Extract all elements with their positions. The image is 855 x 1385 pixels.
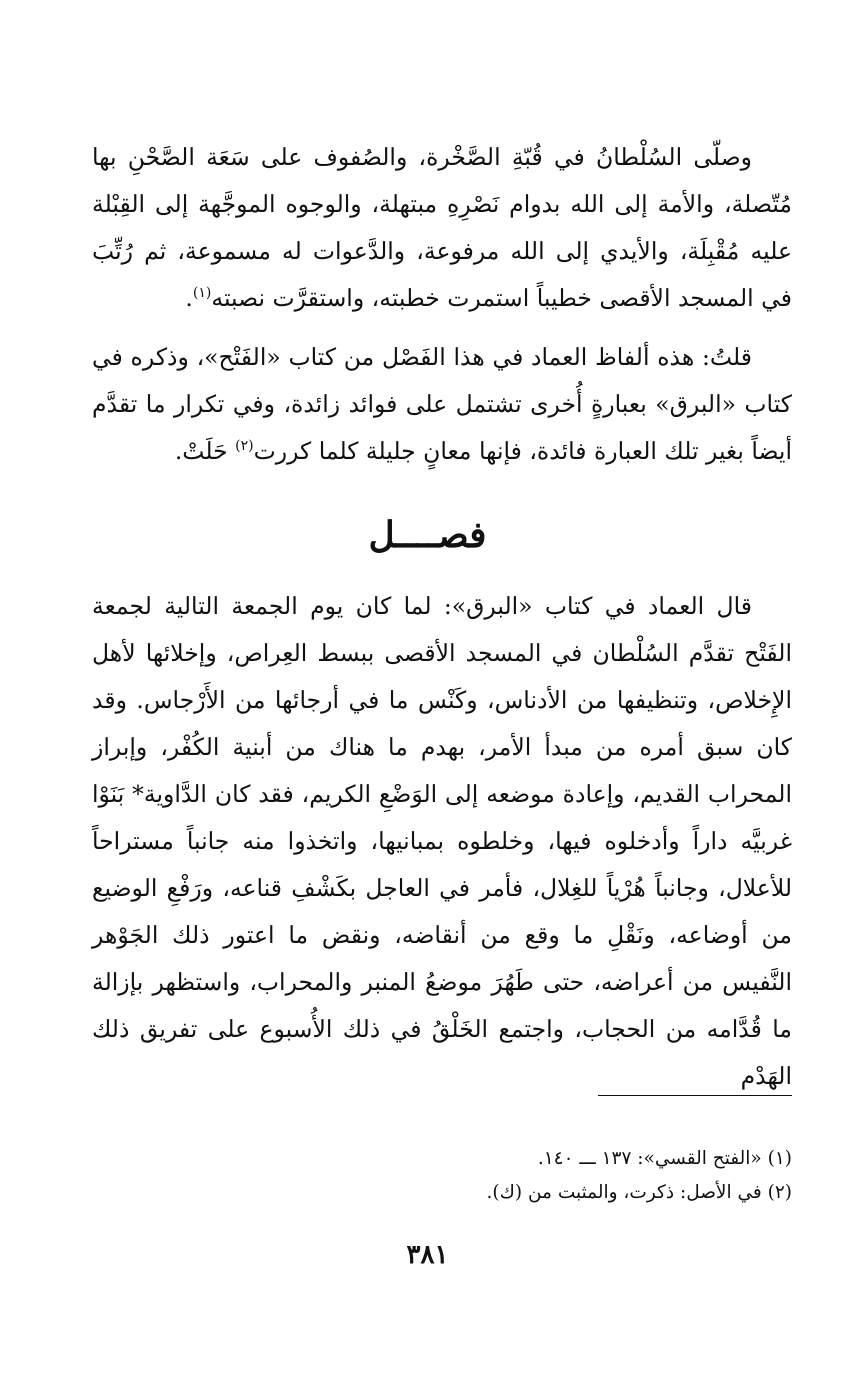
paragraph-2-text: قلتُ: هذه ألفاظ العماد في هذا الفَصْل من كتاب «الفَتْح»، وذكره في كتاب «البرق» بعبارةٍ أُخرى تشتمل على فوائد زائدة، وفي تكرار ما تقدَّم أيضاً بغير تلك العبارة فائدة، فإنها معانٍ جليلة كلما كررت: [92, 343, 792, 465]
paragraph-2: [92, 334, 792, 475]
paragraph-2-tail: حَلَتْ.: [174, 437, 236, 465]
page-number: ٣٨١: [406, 1240, 449, 1270]
paragraph-1: [92, 134, 792, 322]
footnote-1: (١) «الفتح القسي»: ١٣٧ ـــ ١٤٠.: [537, 1148, 792, 1169]
footnote-2: (٢) في الأصل: ذكرت، والمثبت من (ك).: [486, 1182, 792, 1203]
footnote-marker-1: (١): [192, 285, 212, 302]
footnotes: [92, 1142, 792, 1210]
section-heading: فصــــل: [368, 514, 487, 556]
paragraph-3-text: قال العماد في كتاب «البرق»: لما كان يوم الجمعة التالية لجمعة الفَتْح تقدَّم السُلْطان في المسجد الأقصى ببسط العِراص، وإخلائها لأهل الإِخلاص، وتنظيفها من الأدناس، وكَنْس ما في أرجائها من الأَرْجاس. وقد كان سبق أمره من مبدأ الأمر، بهدم ما هناك من أبنية الكُفْر، وإبراز المحراب القديم، وإعادة موضعه إلى الوَضْعِ الكريم، فقد كان الدَّاوية* بَنَوْا غربيَّه داراً وأدخلوه فيها، وخلطوه بمبانيها، واتخذوا منه جانباً مستراحاً للأعلال، وجانباً هُرْياً للغِلال، فأمر في العاجل بكَشْفِ قناعه، ورَفْعِ الوضيع من أوضاعه، ونَقْلِ ما وقع من أنقاضه، ونقض ما اعتور ذلك الجَوْهر النَّفيس من أعراضه، حتى طَهُرَ موضعُ المنبر والمحراب، واستظهر بإزالة ما قُدَّامه من الحجاب، واجتمع الخَلْقُ في ذلك الأُسبوع على تفريق ذلك الهَدْم: [92, 592, 792, 1090]
footnote-divider: [598, 1095, 792, 1096]
paragraph-3: [92, 583, 792, 1100]
paragraph-1-tail: .: [185, 284, 193, 312]
paragraph-1-text: وصلّى السُلْطانُ في قُبّةِ الصَّخْرة، والصُفوف على سَعَة الصَّحْنِ بها مُتّصلة، والأمة إلى الله بدوام نَصْرِهِ مبتهلة، والوجوه الموجَّهة إلى القِبْلة عليه مُقْبِلَة، والأيدي إلى الله مرفوعة، والدَّعوات له مسموعة، ثم رُتِّبَ في المسجد الأقصى خطيباً استمرت خطبته، واستقرَّت نصبته: [92, 143, 792, 312]
footnote-marker-2: (٢): [235, 438, 254, 455]
